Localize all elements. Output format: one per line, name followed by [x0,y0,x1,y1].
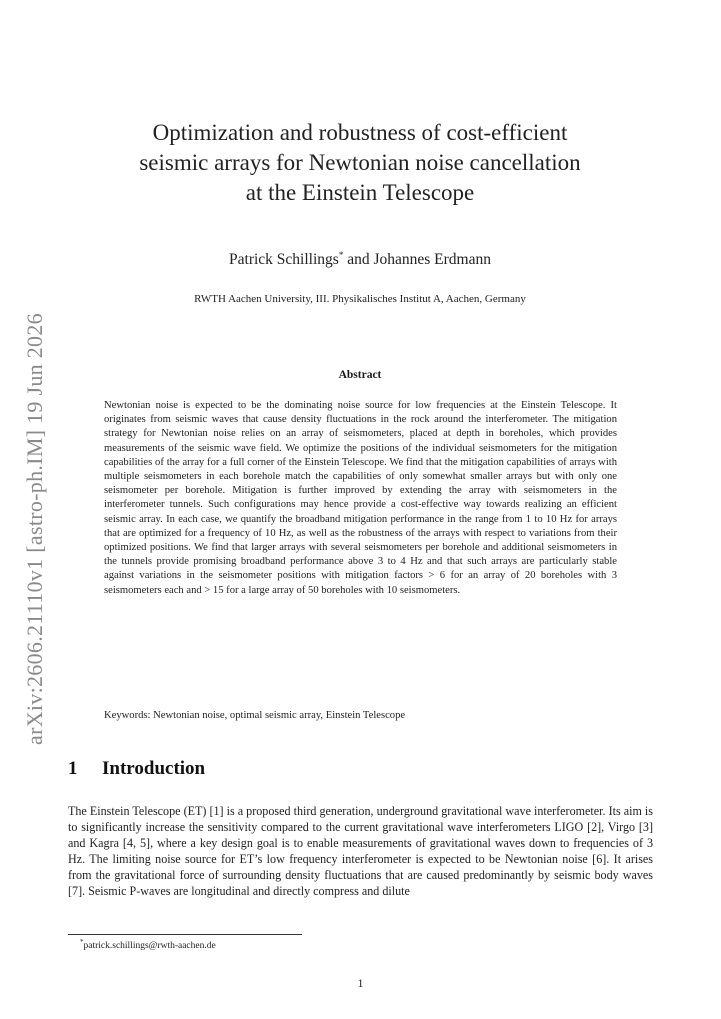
footnote-marker: * [338,250,344,260]
title-line: seismic arrays for Newtonian noise cancellation [139,150,581,175]
author-name: Patrick Schillings [229,251,339,269]
keywords: Keywords: Newtonian noise, optimal seismic array, Einstein Telescope [104,710,406,721]
introduction-paragraph: The Einstein Telescope (ET) [1] is a proposed third generation, underground gravitational wave interferometer. Its aim is to significantly increase the sensitivity compared to the current gravitational wave interferometers LIGO [2], Virgo [3] and Kagra [4, 5], where a key design goal is to enable measurements of gravitational waves down to frequencies of 3 Hz. The limiting noise source for ET’s low frequency interferometer is expected to be Newtonian noise [6]. It arises from the gravitational force of surrounding density fluctuations that are caused predominantly by seismic body waves [7]. Seismic P-waves are longitudinal and directly compress and dilute [68,804,653,899]
abstract-body: Newtonian noise is expected to be the dominating noise source for low frequencies at the Einstein Telescope. It originates from seismic waves that cause density fluctuations in the rock around the interferometer. The mitigation strategy for Newtonian noise relies on an array of seismometers, placed at depth in boreholes, which provides measurements of the seismic wave field. We optimize the positions of the individual seismometers for the mitigation capabilities of the array for a full corner of the Einstein Telescope. We find that the mitigation capabilities of arrays with multiple seismometers in each borehole match the capabilities of only somewhat smaller arrays but with only one seismometer per borehole. Mitigation is further improved by extending the array with seismometers in the interferometer tunnels. Such configurations may hence provide a cost-effective way towards realizing an efficient seismic array. In each case, we quantify the broadband mitigation performance in the range from 1 to 10 Hz for arrays that are optimized for a frequency of 10 Hz, as well as the robustness of the arrays with respect to variations from their optimized positions. We find that larger arrays with several seismometers per borehole and additional seismometers in the tunnels provide promising broadband performance above 3 to 4 Hz and that such arrays are particularly stable against variations in the seismometer positions with mitigation factors > 6 for an array of 20 boreholes with 3 seismometers each and > 15 for a large array of 50 boreholes with 10 seismometers. [104,400,617,596]
footnote-marker: * [80,938,84,946]
author-list [100,250,620,269]
arxiv-identifier: arXiv:2606.21110v1 [astro-ph.IM] 19 Jun 2026 [22,313,47,745]
paper-title [100,118,620,208]
title-line: at the Einstein Telescope [245,180,475,205]
affiliation: RWTH Aachen University, III. Physikalisches Institut A, Aachen, Germany [194,293,526,305]
title-line: Optimization and robustness of cost-efficient [152,120,568,145]
footnote-email: patrick.schillings@rwth-aachen.de [83,941,216,952]
section-title: Introduction [102,758,206,779]
footnote-divider [68,934,302,935]
page-number: 1 [357,976,364,990]
footnote [80,938,216,951]
section-number: 1 [68,758,78,779]
author-name: and Johannes Erdmann [343,251,491,269]
abstract-heading: Abstract [338,369,382,381]
section-heading [68,758,205,780]
